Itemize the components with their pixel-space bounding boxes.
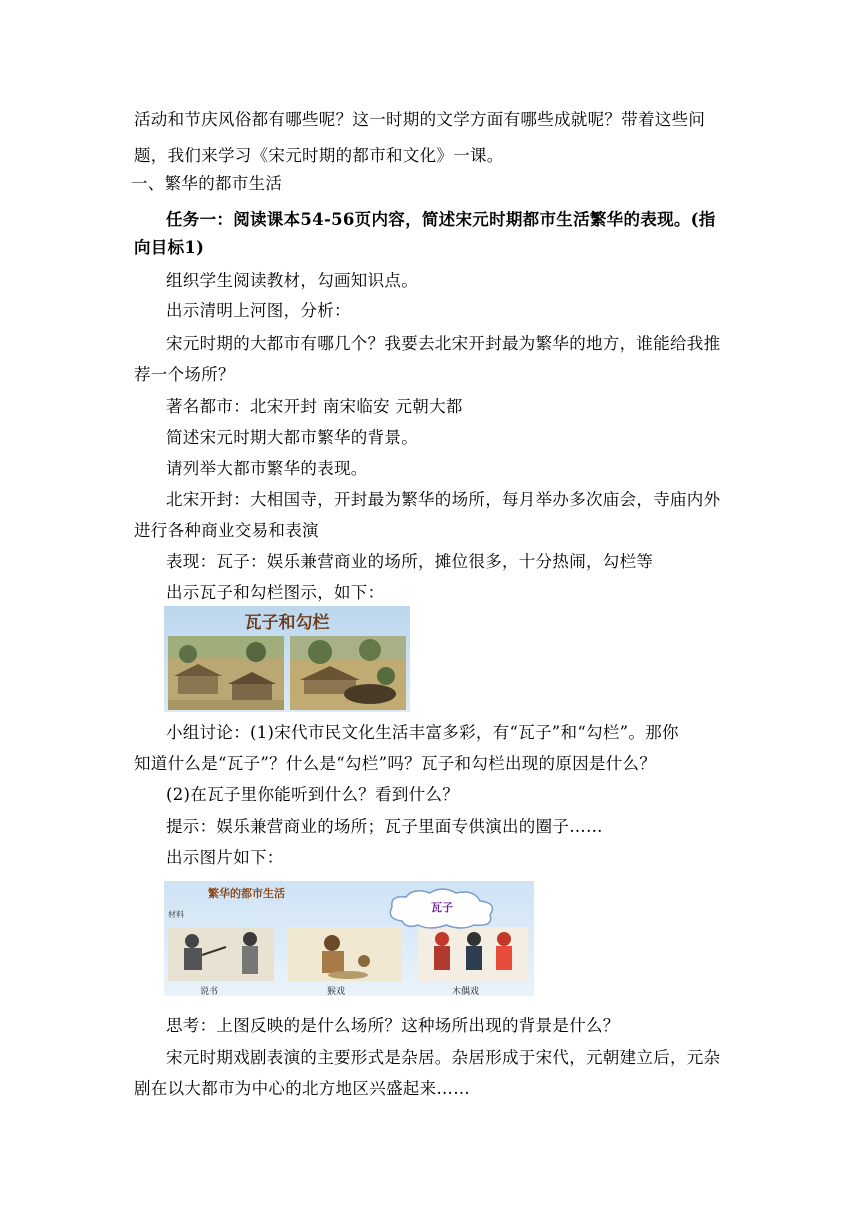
paragraph-line: 宋元时期戏剧表演的主要形式是杂居。杂居形成于宋代，元朝建立后，元杂 (166, 1048, 721, 1067)
wazi-goulan-figure (164, 606, 410, 712)
paragraph-line: 提示：娱乐兼营商业的场所；瓦子里面专供演出的圈子…… (166, 817, 603, 836)
monkey-show-image (288, 927, 402, 981)
paragraph-line: 组织学生阅读教材，勾画知识点。 (166, 271, 418, 290)
figure-title: 瓦子和勾栏 (244, 613, 330, 633)
paragraph-line: 简述宋元时期大都市繁华的背景。 (166, 428, 418, 447)
paragraph-line: 知道什么是“瓦子”？什么是“勾栏”吗？瓦子和勾栏出现的原因是什么？ (134, 754, 657, 773)
paragraph-line: 剧在以大都市为中心的北方地区兴盛起来…… (134, 1079, 470, 1098)
painting-right-image (290, 636, 406, 710)
figure-material-label: 材料 (168, 910, 184, 919)
cloud-label: 瓦子 (431, 901, 453, 914)
caption-storytelling: 说书 (200, 987, 219, 997)
caption-monkey-show: 猴戏 (327, 987, 346, 997)
storytelling-image (168, 927, 274, 981)
figure-title: 繁华的都市生活 (208, 887, 285, 900)
paragraph-line: 出示图片如下： (166, 848, 284, 867)
paragraph-line: (2)在瓦子里你能听到什么？看到什么？ (166, 785, 460, 804)
paragraph-line: 出示清明上河图，分析： (166, 301, 351, 320)
paragraph-line: 请列举大都市繁华的表现。 (166, 459, 368, 478)
paragraph-line: 题，我们来学习《宋元时期的都市和文化》一课。 (134, 146, 504, 165)
paragraph-line: 思考：上图反映的是什么场所？这种场所出现的背景是什么？ (166, 1016, 620, 1035)
paragraph-line: 北宋开封：大相国寺，开封最为繁华的场所，每月举办多次庙会，寺庙内外 (166, 490, 721, 509)
caption-puppet-show: 木偶戏 (452, 987, 480, 997)
paragraph-line: 进行各种商业交易和表演 (134, 521, 319, 540)
paragraph-line: 出示瓦子和勾栏图示，如下： (166, 583, 385, 602)
task-heading-cont: 向目标1) (134, 238, 205, 257)
paragraph-line: 小组讨论：(1)宋代市民文化生活丰富多彩，有“瓦子”和“勾栏”。那你 (166, 723, 679, 742)
cloud-bubble-icon (384, 887, 500, 929)
paragraph-line: 宋元时期的大都市有哪几个？我要去北宋开封最为繁华的地方，谁能给我推 (166, 334, 721, 353)
puppet-show-image (418, 927, 528, 981)
paragraph-line: 著名都市：北宋开封 南宋临安 元朝大都 (166, 397, 463, 416)
section-heading: 一、繁华的都市生活 (131, 174, 283, 193)
paragraph-line: 表现：瓦子：娱乐兼营商业的场所，摊位很多，十分热闹，勾栏等 (166, 552, 654, 571)
paragraph-line: 活动和节庆风俗都有哪些呢？这一时期的文学方面有哪些成就呢？带着这些问 (134, 110, 706, 129)
paragraph-line: 荐一个场所？ (134, 365, 235, 384)
painting-left-image (168, 636, 284, 710)
task-heading: 任务一：阅读课本54-56页内容，简述宋元时期都市生活繁华的表现。(指 (166, 210, 716, 229)
